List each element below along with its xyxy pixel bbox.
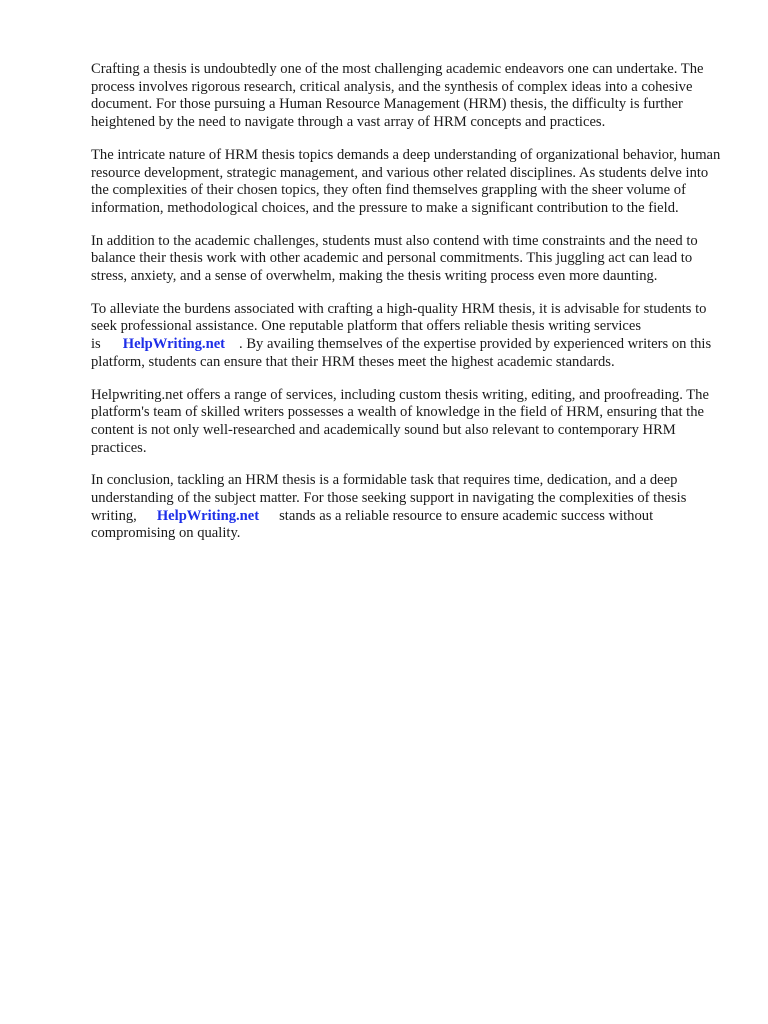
paragraph-assistance-text-before: To alleviate the burdens associated with crafting a high-quality HRM thesis, it is advisable for students to seek professional assistance. One reputable platform that offers reliable thesis writing services is (91, 300, 707, 353)
paragraph-conclusion (91, 472, 727, 543)
paragraph-challenges: In addition to the academic challenges, students must also contend with time constraints and the need to balance their thesis work with other academic and personal commitments. This juggling act can lead to stress, anxiety, and a sense of overwhelm, making the thesis writing process even more daunting. (91, 232, 698, 285)
paragraph-conclusion-text-after: stands as a reliable resource to ensure academic success without compromising on quality. (91, 507, 654, 542)
paragraph-topics: The intricate nature of HRM thesis topics demands a deep understanding of organizational behavior, human resource development, strategic management, and various other related disciplines. As students delve into the complexities of their chosen topics, they often find themselves grappling with the sheer volume of information, methodological choices, and the pressure to make a significant contribution to the field. (91, 146, 721, 216)
paragraph-conclusion-text-before: In conclusion, tackling an HRM thesis is a formidable task that requires time, dedication, and a deep understanding of the subject matter. For those seeking support in navigating the complexities of thesis writing, (91, 472, 687, 524)
paragraph-assistance (91, 301, 727, 372)
paragraph-services: Helpwriting.net offers a range of services, including custom thesis writing, editing, and proofreading. The platform's team of skilled writers possesses a wealth of knowledge in the field of HRM, ensuring that the content is not only well-researched and academically sound but also relevant to contemporary HRM practices. (91, 386, 709, 456)
helpwriting-link-2[interactable]: HelpWriting.net (156, 507, 260, 524)
helpwriting-link-1[interactable]: HelpWriting.net (122, 336, 226, 353)
paragraph-assistance-text-after: . By availing themselves of the expertise provided by experienced writers on this platform, students can ensure that their HRM theses meet the highest academic standards. (91, 336, 712, 370)
paragraph-intro: Crafting a thesis is undoubtedly one of the most challenging academic endeavors one can undertake. The process involves rigorous research, critical analysis, and the synthesis of complex ideas into a cohesive document. For those pursuing a Human Resource Management (HRM) thesis, the difficulty is further heightened by the need to navigate through a vast array of HRM concepts and practices. (91, 61, 704, 131)
document-body (91, 61, 727, 558)
